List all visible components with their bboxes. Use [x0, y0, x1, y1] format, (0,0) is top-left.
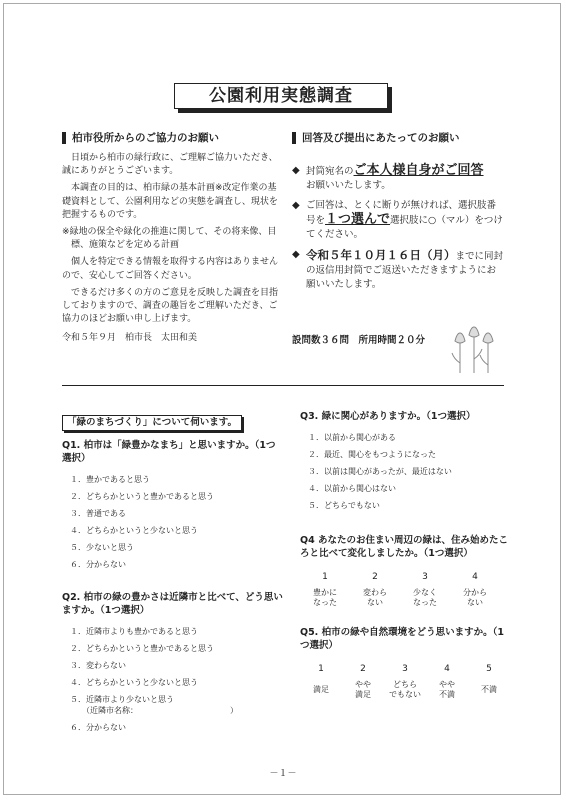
questions-left [62, 410, 284, 740]
q1-option-5[interactable]: ５．少ないと思う [70, 543, 134, 552]
b1-em: ご本人様自身がご回答 [353, 163, 484, 178]
instruction-2 [292, 199, 504, 242]
q1-option-6[interactable]: ６．分からない [70, 560, 126, 569]
questions-right [300, 410, 510, 700]
left-heading [62, 130, 282, 146]
q1-option-3[interactable]: ３．普通である [70, 509, 126, 518]
q5-choice-num: 5 [486, 664, 492, 674]
q5-scale [300, 664, 510, 700]
q2-option-5[interactable]: ５．近隣市より少ないと思う [70, 695, 174, 704]
heading-bar-icon [292, 132, 296, 144]
q4-choice-num: 1 [322, 572, 328, 582]
right-heading-text: 回答及び提出にあたってのお願い [302, 132, 460, 144]
q4-choice-label: 分から ない [463, 588, 487, 607]
q4-choice-label: 豊かに なった [313, 588, 337, 607]
q4-choice-2[interactable] [350, 572, 400, 608]
b3-em: 令和５年１０月１６日（月） [306, 248, 456, 262]
q2-option-1[interactable]: １．近隣市よりも豊かであると思う [70, 627, 198, 636]
q3-option-4[interactable]: ４．以前から関心はない [308, 484, 396, 493]
b1-post: お願いいたします。 [306, 180, 391, 191]
q5-choice-num: 1 [318, 664, 324, 674]
intro-right [292, 130, 504, 298]
diamond-icon: ◆ [292, 249, 300, 260]
q2-question: Q2. 柏市の緑の豊かさは近隣市と比べて、どう思いますか。（1つ選択） [62, 592, 283, 616]
q2-neighbor-city-field[interactable]: （近隣市名称： ） [82, 706, 238, 715]
q2-option-4[interactable]: ４．どちらかというと少ないと思う [70, 678, 198, 687]
left-note: ※緑地の保全や緑化の推進に関して、その将来像、目標、施策などを定める計画 [62, 227, 277, 251]
q5-choice-4[interactable] [426, 664, 468, 700]
left-p2: 本調査の目的は、柏市緑の基本計画※改定作業の基礎資料として、公園利用などの実態を調査し、現状を把握するものです。 [62, 183, 278, 220]
q5-choice-label: 満足 [313, 685, 329, 694]
heading-bar-icon [62, 132, 66, 144]
q5-choice-5[interactable] [468, 664, 510, 700]
q4-choice-3[interactable] [400, 572, 450, 608]
q5-choice-num: 2 [360, 664, 366, 674]
instruction-1 [292, 164, 504, 193]
q1-option-1[interactable]: １．豊かであると思う [70, 475, 150, 484]
q3-option-3[interactable]: ３．以前は関心があったが、最近はない [308, 467, 452, 476]
q1-question: Q1. 柏市は「緑豊かなまち」と思いますか。（1つ選択） [62, 440, 276, 464]
q4-question: Q4 あなたのお住まい周辺の緑は、住み始めたころと比べて変化しましたか。（1つ選択） [300, 535, 508, 559]
q2-option-6[interactable]: ６．分からない [70, 723, 126, 732]
q3-option-1[interactable]: １．以前から関心がある [308, 433, 396, 442]
q5-choice-1[interactable] [300, 664, 342, 700]
q2-option-2[interactable]: ２．どちらかというと豊かであると思う [70, 644, 214, 653]
diamond-icon: ◆ [292, 165, 300, 176]
b3-post: までに同封の返信用封筒でご返送いただきますようにお願いいたします。 [306, 251, 504, 290]
q4-choice-num: 4 [472, 572, 478, 582]
q5-question: Q5. 柏市の緑や自然環境をどう思いますか。（1つ選択） [300, 627, 504, 651]
q3-option-2[interactable]: ２．最近、関心をもつようになった [308, 450, 436, 459]
b2-pre: ご回答は、とくに断りが無ければ、選択肢番号を [306, 200, 497, 226]
tulip-icon [447, 323, 499, 375]
q4-choice-label: 少なく なった [413, 588, 437, 607]
left-p3: 個人を特定できる情報を取得する内容はありませんので、安心してご回答ください。 [62, 257, 279, 281]
q4-choice-label: 変わら ない [363, 588, 387, 607]
page-title: 公園利用実態調査 [174, 83, 388, 109]
intro-left [62, 130, 282, 350]
q5-choice-label: どちら でもない [389, 680, 421, 699]
q1-option-4[interactable]: ４．どちらかというと少ないと思う [70, 526, 198, 535]
right-heading [292, 130, 504, 146]
q5-choice-2[interactable] [342, 664, 384, 700]
q5-choice-num: 3 [402, 664, 408, 674]
q3-question: Q3. 緑に関心がありますか。（1つ選択） [300, 411, 476, 422]
left-p1: 日頃から柏市の緑行政に、ご理解ご協力いただき、誠にありがとうございます。 [62, 153, 278, 177]
q4-choice-num: 2 [372, 572, 378, 582]
q5-choice-3[interactable] [384, 664, 426, 700]
q4-scale [300, 572, 500, 608]
left-heading-text: 柏市役所からのご協力のお願い [72, 132, 219, 144]
instruction-3 [292, 248, 504, 292]
q4-choice-1[interactable] [300, 572, 350, 608]
q4-choice-4[interactable] [450, 572, 500, 608]
page-number: －１－ [269, 769, 297, 779]
q3-option-5[interactable]: ５．どちらでもない [308, 501, 380, 510]
q2-option-3[interactable]: ３．変わらない [70, 661, 126, 670]
section-title: 「緑のまちづくり」について伺います。 [62, 415, 242, 431]
q4-choice-num: 3 [422, 572, 428, 582]
left-date: 令和５年９月 柏市長 太田和美 [62, 333, 198, 344]
q5-choice-label: やや 不満 [439, 680, 455, 699]
q5-choice-num: 4 [444, 664, 450, 674]
q1-option-2[interactable]: ２．どちらかというと豊かであると思う [70, 492, 214, 501]
q5-choice-label: やや 満足 [355, 680, 371, 699]
b1-pre: 封筒宛名の [306, 166, 354, 177]
q5-choice-label: 不満 [481, 685, 497, 694]
b2-post: 選択肢に○（マル）をつけてください。 [306, 215, 503, 240]
diamond-icon: ◆ [292, 200, 300, 211]
b2-em: １つ選んで [325, 212, 391, 227]
section-divider [62, 385, 504, 386]
question-stats: 設問数３６問 所用時間２０分 [292, 335, 426, 346]
left-p4: できるだけ多くの方のご意見を反映した調査を目指しておりますので、調査の趣旨をご理解いただき、ご協力のほどお願い申し上げます。 [62, 287, 279, 325]
